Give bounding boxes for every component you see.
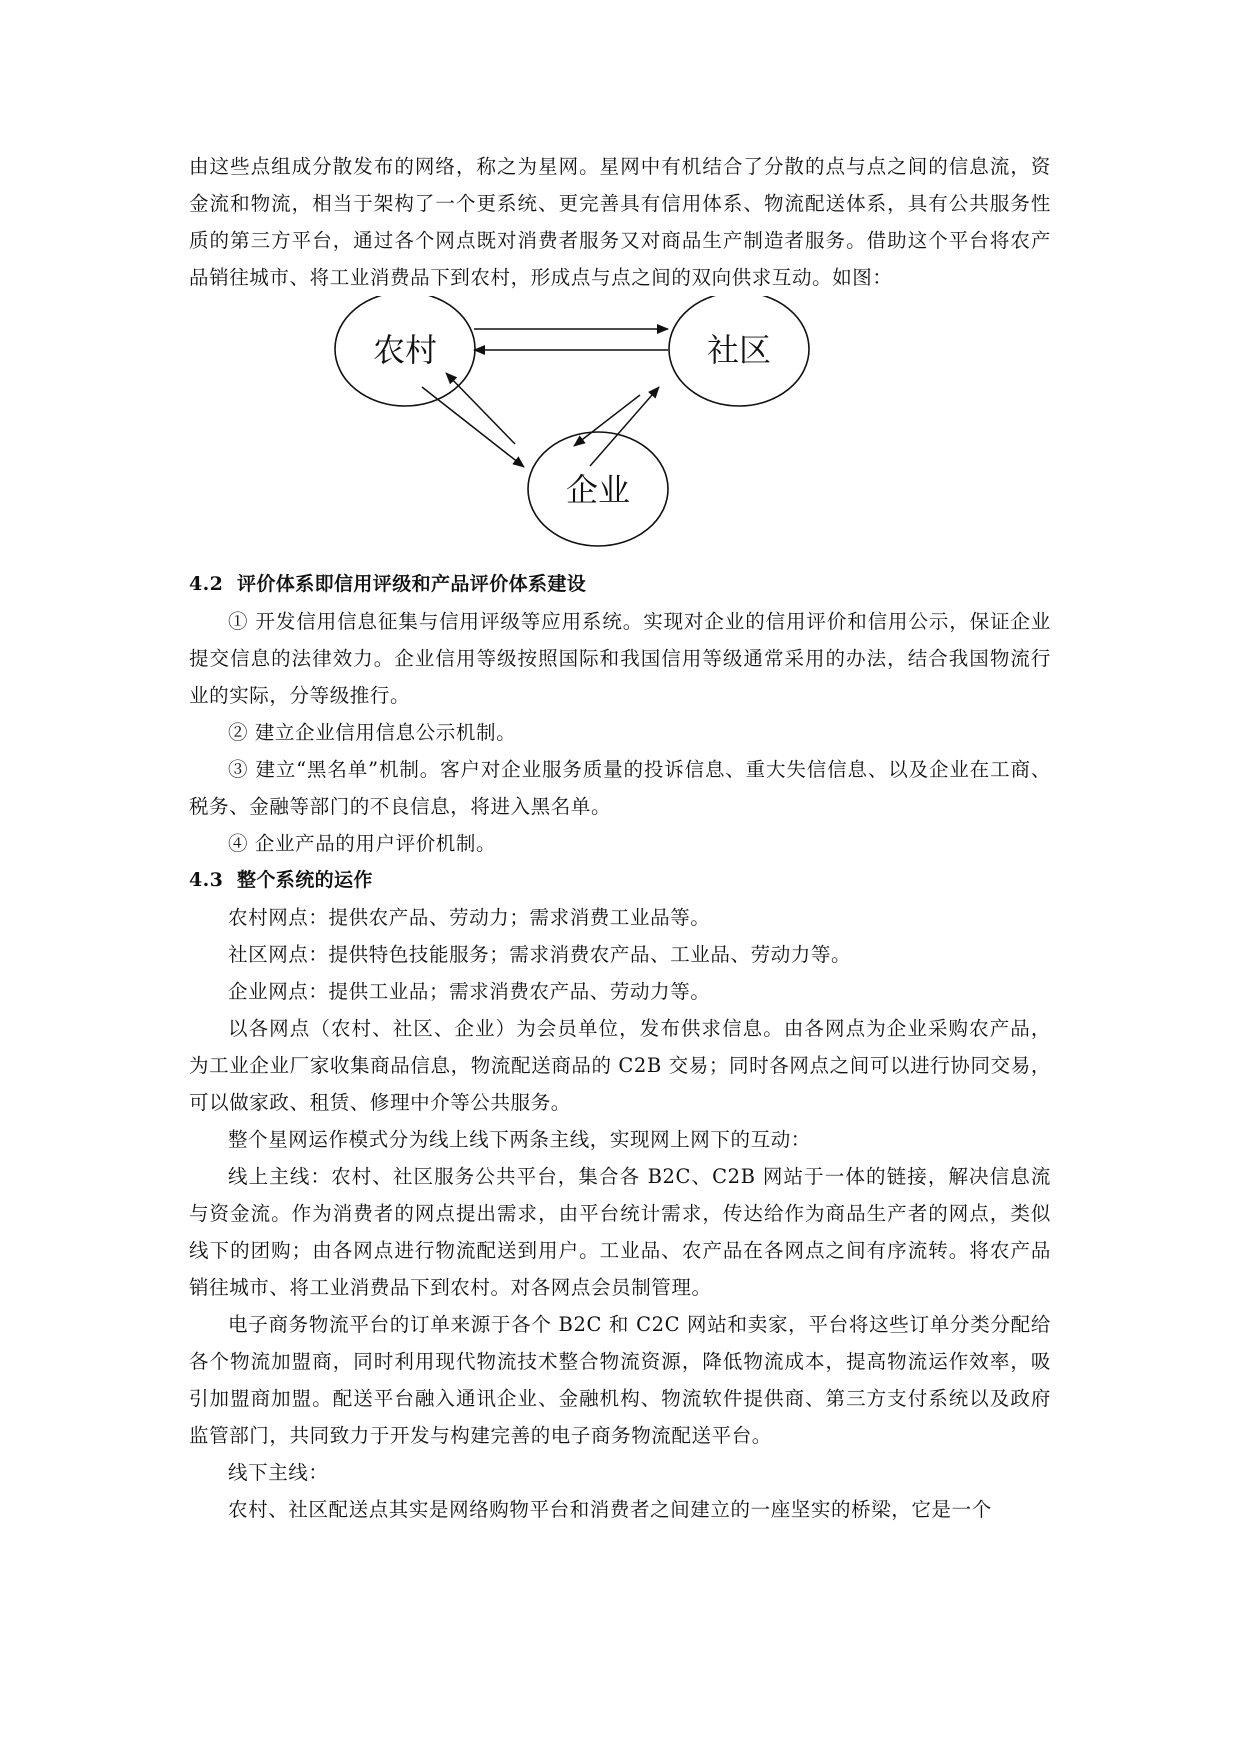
body-paragraph: 电子商务物流平台的订单来源于各个 B2C 和 C2C 网站和卖家，平台将这些订单分类分配给各个物流加盟商，同时利用现代物流技术整合物流资源，降低物流成本，提高物流运作效率，吸引加盟商加盟。配送平台融入通讯企业、金融机构、物流软件提供商、第三方支付系统以及政府监管部门，共同致力于开发与构建完善的电子商务物流配送平台。: [189, 1313, 1051, 1447]
body-paragraph: 线上主线：农村、社区服务公共平台，集合各 B2C、C2B 网站于一体的链接，解决信息流与资金流。作为消费者的网点提出需求，由平台统计需求，传达给作为商品生产者的网点，类似线下的团购；由各网点进行物流配送到用户。工业品、农产品在各网点之间有序流转。将农产品销往城市、将工业消费品下到农村。对各网点会员制管理。: [189, 1165, 1051, 1299]
body-paragraph: 农村、社区配送点其实是网络购物平台和消费者之间建立的一座坚实的桥梁，它是一个: [228, 1498, 992, 1521]
section-4-2-heading: [189, 566, 1051, 603]
body-paragraph: 企业网点：提供工业品；需求消费农产品、劳动力等。: [228, 980, 711, 1003]
body-paragraph: 整个星网运作模式分为线上线下两条主线，实现网上网下的互动：: [228, 1128, 811, 1151]
list-item: ② 建立企业信用信息公示机制。: [228, 721, 517, 744]
section-title: 评价体系即信用评级和产品评价体系建设: [237, 573, 587, 595]
section-4-3-heading: [189, 862, 1051, 899]
section-number: 4.2: [189, 573, 224, 595]
list-item: ① 开发信用信息征集与信用评级等应用系统。实现对企业的信用评价和信用公示，保证企业提交信息的法律效力。企业信用等级按照国际和我国信用等级通常采用的办法，结合我国物流行业的实际，分等级推行。: [189, 610, 1051, 707]
body-paragraph: 农村网点：提供农产品、劳动力；需求消费工业品等。: [228, 906, 711, 929]
body-paragraph: 以各网点（农村、社区、企业）为会员单位，发布供求信息。由各网点为企业采购农产品，为工业企业厂家收集商品信息，物流配送商品的 C2B 交易；同时各网点之间可以进行协同交易，可以做家政、租赁、修理中介等公共服务。: [189, 1017, 1051, 1114]
page-content: [189, 148, 1051, 1528]
body-paragraph: 线下主线：: [228, 1461, 329, 1484]
intro-paragraph: 由这些点组成分散发布的网络，称之为星网。星网中有机结合了分散的点与点之间的信息流，资金流和物流，相当于架构了一个更系统、更完善具有信用体系、物流配送体系，具有公共服务性质的第三方平台，通过各个网点既对消费者服务又对商品生产制造者服务。借助这个平台将农产品销往城市、将工业消费品下到农村，形成点与点之间的双向供求互动。如图：: [189, 155, 1051, 289]
node-community-label: 社区: [706, 331, 772, 369]
list-item: ④ 企业产品的用户评价机制。: [228, 832, 497, 855]
node-village-label: 农村: [372, 331, 438, 369]
list-item: ③ 建立“黑名单”机制。客户对企业服务质量的投诉信息、重大失信信息、以及企业在工商、税务、金融等部门的不良信息，将进入黑名单。: [189, 758, 1051, 818]
section-number: 4.3: [189, 869, 224, 891]
node-enterprise-label: 企业: [565, 471, 631, 509]
arrow-village-to-enterprise: [422, 387, 524, 467]
body-paragraph: 社区网点：提供特色技能服务；需求消费农产品、工业品、劳动力等。: [228, 943, 852, 966]
star-network-diagram: [189, 296, 1051, 562]
section-title: 整个系统的运作: [237, 869, 373, 891]
